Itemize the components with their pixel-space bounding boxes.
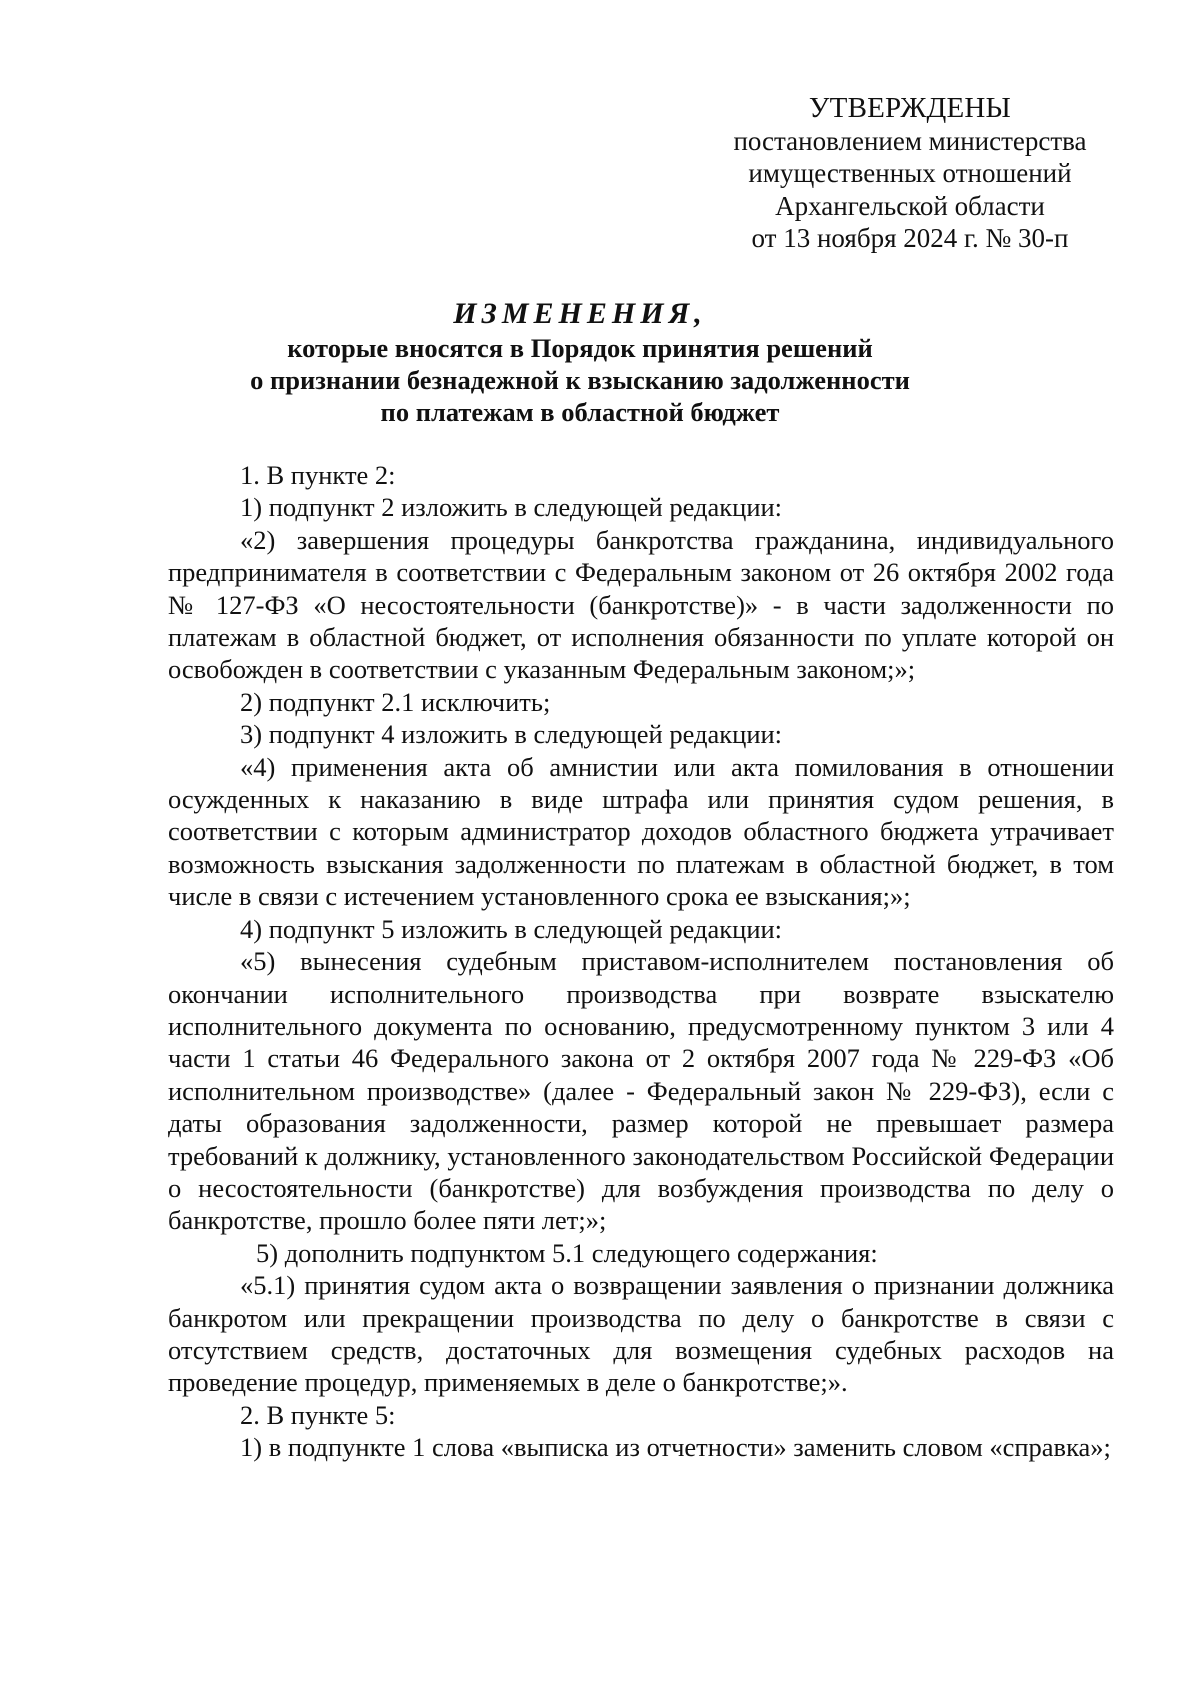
amendment-text: «5.1) принятия судом акта о возвращении заявления о признании должника банкротом или прекращении производства по делу о банкротстве в связи с отсутствием средств, достаточных для возмещения судебных расходов на проведение процедур, применяемых в деле о банкротстве;». (168, 1270, 1114, 1398)
approval-line: постановлением министерства (733, 125, 1087, 156)
amendment-text: «2) завершения процедуры банкротства гражданина, индивидуального предпринимателя в соответствии с Федеральным законом от 26 октября 2002 года № 127-ФЗ «О несостоятельности (банкротстве)» - в части задолженности по платежам в областной бюджет, от исполнения обязанности по уплате которой он освобожден в соответствии с указанным Федеральным законом;»; (168, 524, 1114, 685)
amendment-item: 1) подпункт 2 изложить в следующей редакции: (240, 492, 783, 523)
approval-line: Архангельской области (775, 190, 1045, 221)
document-title: ИЗМЕНЕНИЯ, (453, 297, 707, 330)
document-title-block (140, 296, 1020, 428)
amendment-item: 1) в подпункте 1 слова «выписка из отчетности» заменить словом «справка»; (240, 1432, 1111, 1463)
approval-heading: УТВЕРЖДЕНЫ (808, 92, 1012, 124)
document-subtitle-line: по платежам в областной бюджет (380, 397, 780, 427)
document-subtitle-line: которые вносятся в Порядок принятия решений (287, 333, 873, 363)
section-heading: 2. В пункте 5: (240, 1399, 396, 1430)
amendment-text: «5) вынесения судебным приставом-исполнителем постановления об окончании исполнительного производства при возврате взыскателю исполнительного документа по основанию, предусмотренному пунктом 3 или 4 части 1 статьи 46 Федерального закона от 2 октября 2007 года № 229-ФЗ «Об исполнительном производстве» (далее - Федеральный закон № 229-ФЗ), если с даты образования задолженности, размер которой не превышает размера требований к должнику, установленного законодательством Российской Федерации о несостоятельности (банкротстве) для возбуждения производства по делу о банкротстве, прошло более пяти лет;»; (168, 946, 1114, 1236)
amendment-item: 3) подпункт 4 изложить в следующей редакции: (240, 719, 783, 750)
amendment-item: 5) дополнить подпунктом 5.1 следующего содержания: (256, 1237, 878, 1268)
approval-stamp (700, 92, 1120, 255)
section-heading: 1. В пункте 2: (240, 460, 396, 490)
amendment-item: 4) подпункт 5 изложить в следующей редакции: (240, 913, 783, 944)
document-body (168, 459, 1114, 1464)
approval-line: имущественных отношений (748, 158, 1072, 188)
amendment-item: 2) подпункт 2.1 исключить; (240, 686, 551, 717)
amendment-text: «4) применения акта об амнистии или акта помилования в отношении осужденных к наказанию в виде штрафа или принятия судом решения, в соответствии с которым администратор доходов областного бюджета утрачивает возможность взыскания задолженности по платежам в областной бюджет, в том числе в связи с истечением установленного срока ее взыскания;»; (168, 751, 1114, 912)
document-subtitle-line: о признании безнадежной к взысканию задолженности (250, 365, 910, 395)
approval-date-line: от 13 ноября 2024 г. № 30-п (751, 223, 1069, 253)
